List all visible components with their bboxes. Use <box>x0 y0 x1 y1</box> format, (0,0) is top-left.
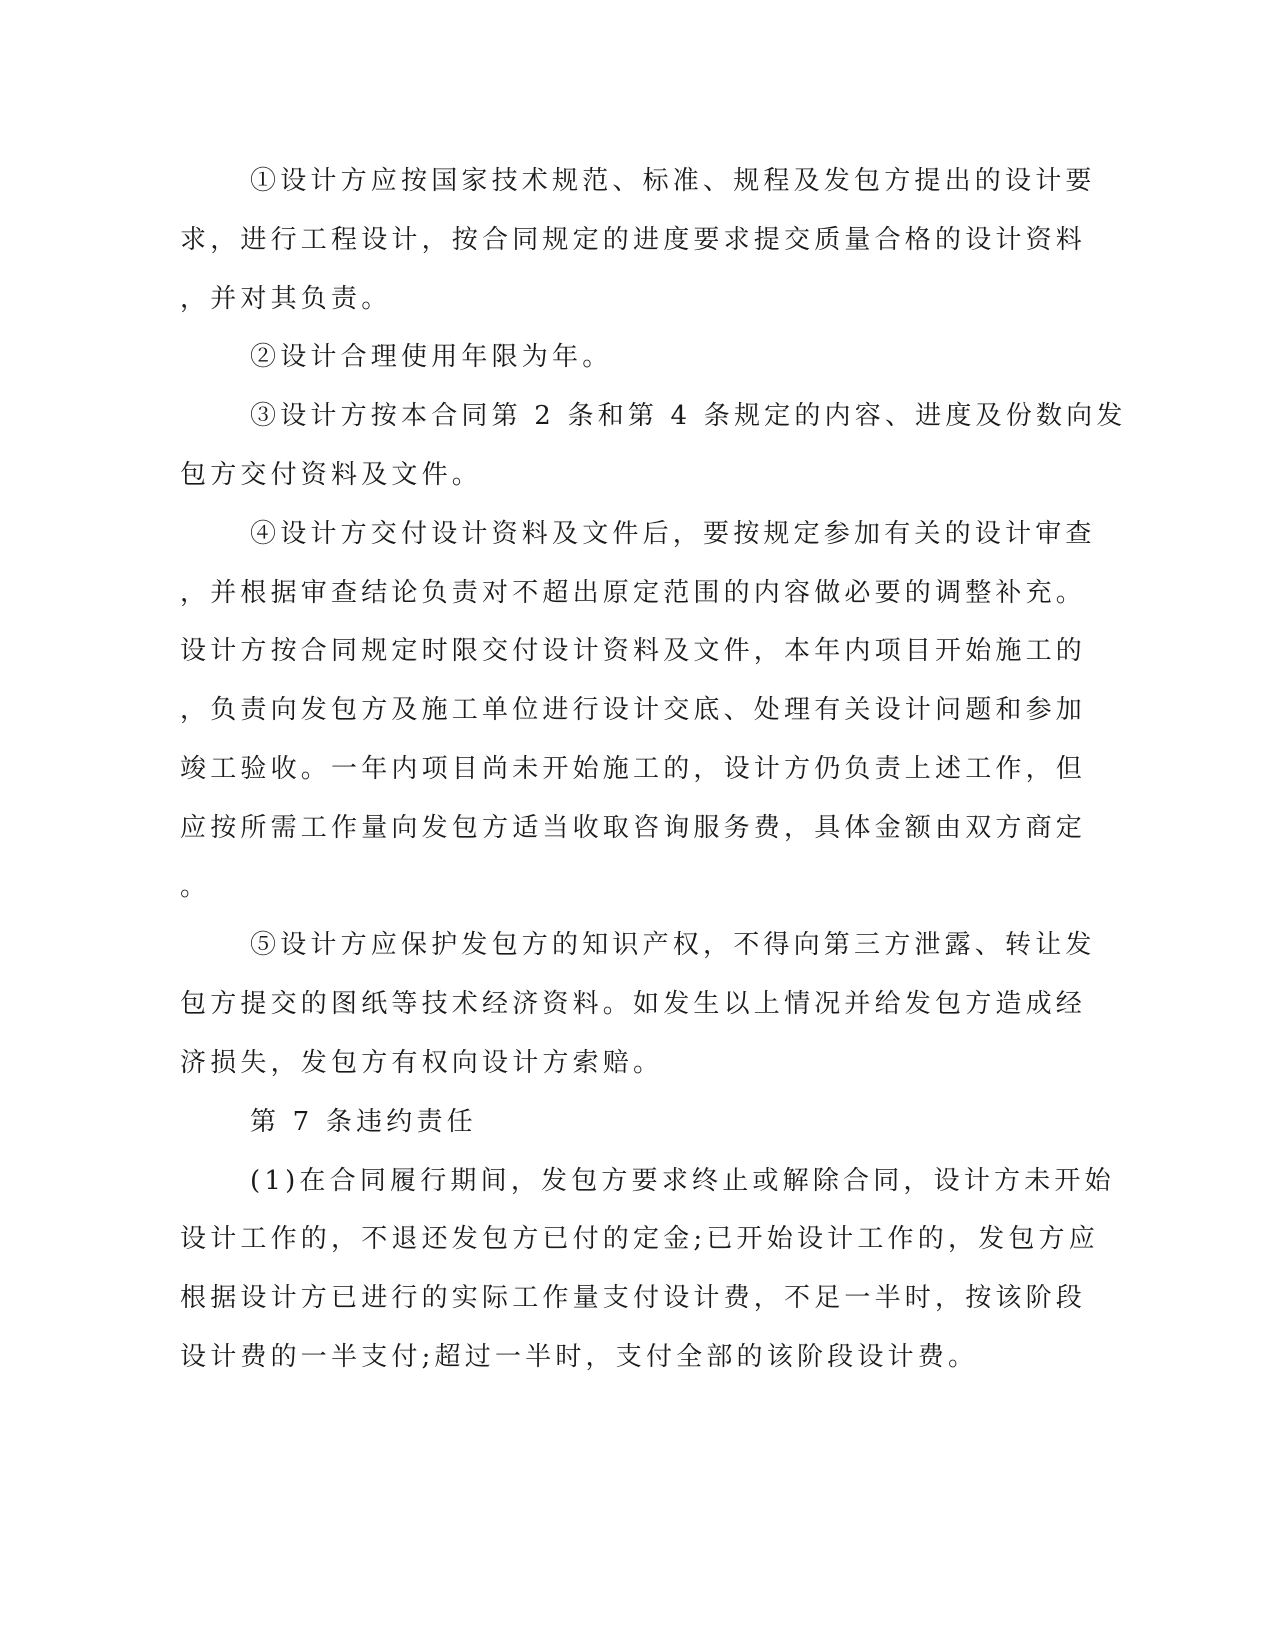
text-line: ①设计方应按国家技术规范、标准、规程及发包方提出的设计要 <box>250 166 1096 196</box>
text-line: ，负责向发包方及施工单位进行设计交底、处理有关设计问题和参加 <box>180 695 1087 725</box>
text-line: ③设计方按本合同第 2 条和第 4 条规定的内容、进度及份数向发 <box>250 401 1127 431</box>
text-line: ，并对其负责。 <box>180 284 392 314</box>
section-heading: 第 7 条违约责任 <box>250 1107 477 1137</box>
text-line: 设计方按合同规定时限交付设计资料及文件，本年内项目开始施工的 <box>180 636 1087 666</box>
text-line: ⑤设计方应保护发包方的知识产权，不得向第三方泄露、转让发 <box>250 930 1096 960</box>
text-line: 济损失，发包方有权向设计方索赔。 <box>180 1048 664 1078</box>
text-line: 包方交付资料及文件。 <box>180 460 483 490</box>
text-line: 包方提交的图纸等技术经济资料。如发生以上情况并给发包方造成经 <box>180 989 1087 1019</box>
text-line: 竣工验收。一年内项目尚未开始施工的，设计方仍负责上述工作，但 <box>180 754 1087 784</box>
text-line: ④设计方交付设计资料及文件后，要按规定参加有关的设计审查 <box>250 519 1096 549</box>
text-line: 设计工作的，不退还发包方已付的定金;已开始设计工作的，发包方应 <box>180 1224 1099 1254</box>
text-line: 根据设计方已进行的实际工作量支付设计费，不足一半时，按该阶段 <box>180 1283 1087 1313</box>
text-line: 应按所需工作量向发包方适当收取咨询服务费，具体金额由双方商定 <box>180 813 1087 843</box>
text-line: ②设计合理使用年限为年。 <box>250 342 613 372</box>
text-line: ，并根据审查结论负责对不超出原定范围的内容做必要的调整补充。 <box>180 578 1087 608</box>
text-line: 设计费的一半支付;超过一半时，支付全部的该阶段设计费。 <box>180 1342 979 1372</box>
text-line: (1)在合同履行期间，发包方要求终止或解除合同，设计方未开始 <box>250 1166 1115 1196</box>
text-line: 求，进行工程设计，按合同规定的进度要求提交质量合格的设计资料 <box>180 225 1087 255</box>
text-line: 。 <box>180 872 211 902</box>
